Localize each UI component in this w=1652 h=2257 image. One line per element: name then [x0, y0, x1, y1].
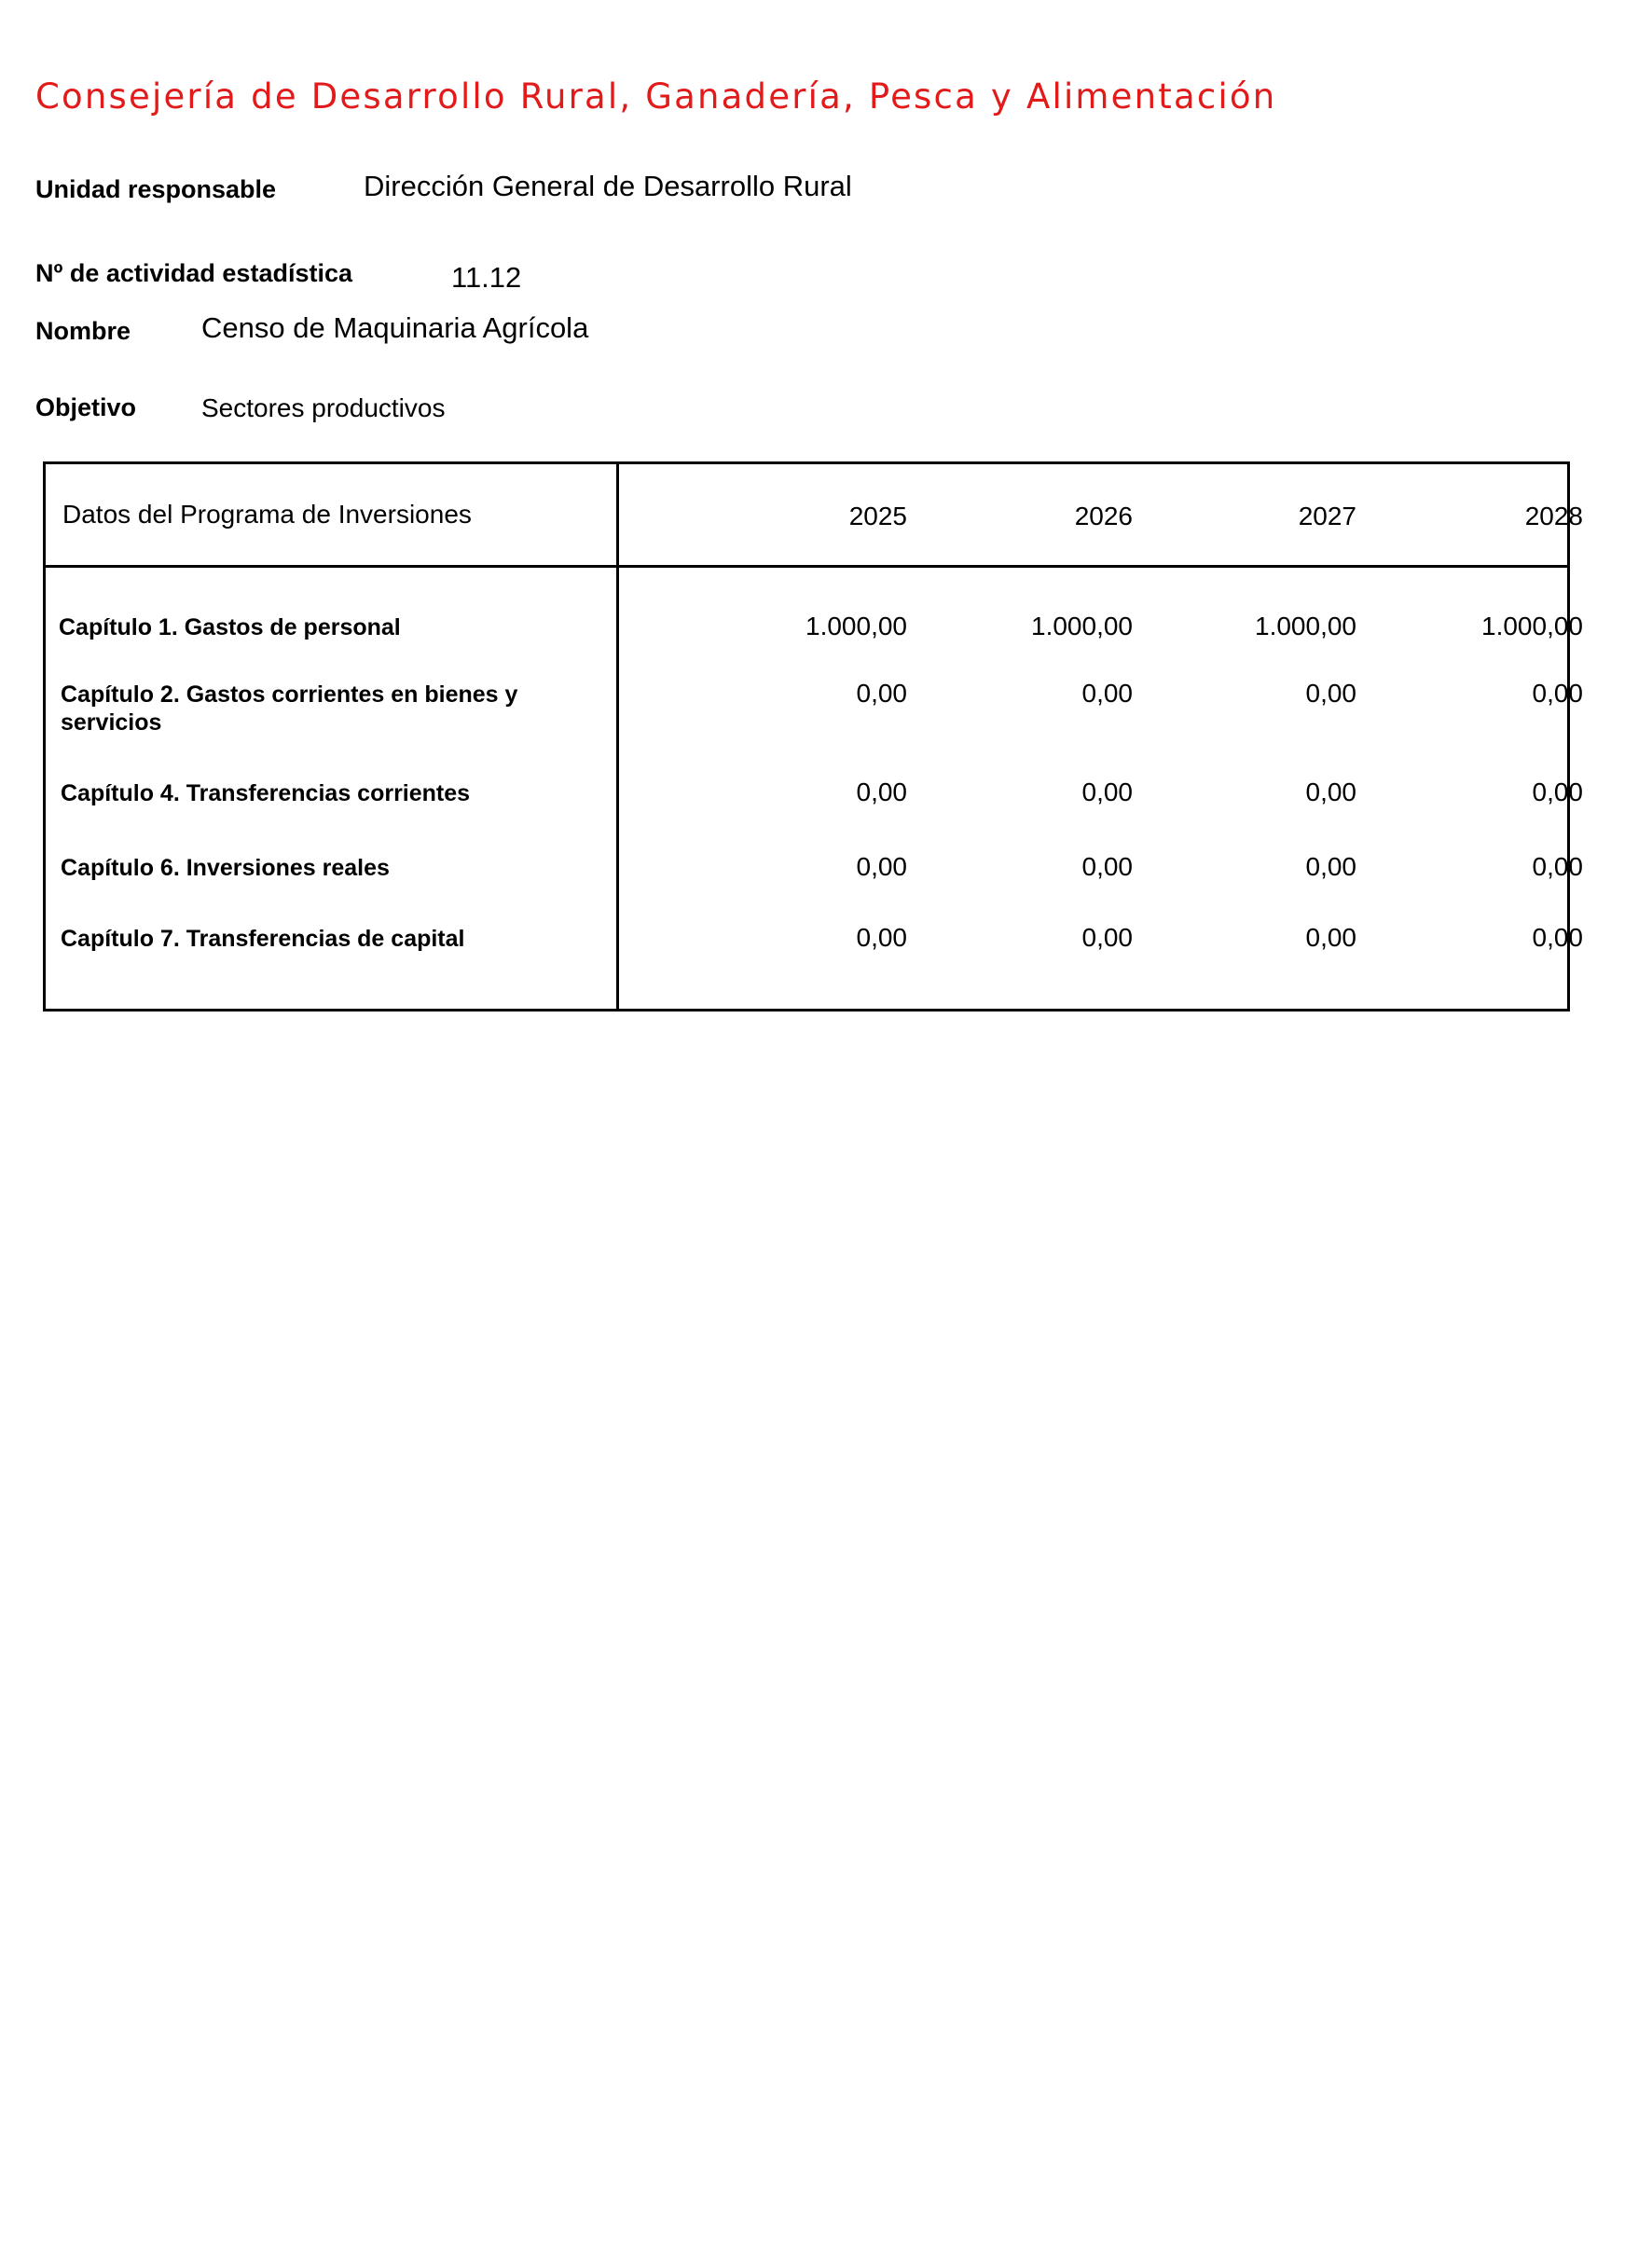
cell-capitulo-6-2025: 0,00	[856, 852, 907, 881]
row-label-capitulo-7: Capítulo 7. Transferencias de capital	[61, 926, 465, 952]
year-header-2028: 2028	[1524, 502, 1583, 530]
activity-number-value: 11.12	[451, 261, 522, 294]
cell-capitulo-7-2026: 0,00	[1081, 923, 1133, 952]
cell-capitulo-2-2028: 0,00	[1532, 679, 1583, 708]
unidad-responsable-label: Unidad responsable	[35, 175, 277, 203]
objetivo-label: Objetivo	[35, 393, 137, 421]
cell-capitulo-1-2027: 1.000,00	[1255, 612, 1356, 640]
cell-capitulo-1-2026: 1.000,00	[1031, 612, 1133, 640]
row-label-capitulo-2: Capítulo 2. Gastos corrientes en bienes y servicios	[61, 681, 518, 736]
cell-capitulo-1-2028: 1.000,00	[1481, 612, 1583, 640]
organization-title: Consejería de Desarrollo Rural, Ganadería, Pesca y Alimentación	[35, 76, 1277, 117]
cell-capitulo-4-2025: 0,00	[856, 778, 907, 806]
table-header-label: Datos del Programa de Inversiones	[62, 500, 472, 529]
cell-capitulo-2-2027: 0,00	[1305, 679, 1356, 708]
year-header-2026: 2026	[1074, 502, 1133, 530]
row-label-capitulo-6: Capítulo 6. Inversiones reales	[61, 855, 390, 881]
year-header-2025: 2025	[848, 502, 907, 530]
cell-capitulo-6-2027: 0,00	[1305, 852, 1356, 881]
investment-table	[43, 461, 1583, 1012]
column-divider	[616, 464, 619, 1009]
cell-capitulo-7-2028: 0,00	[1532, 923, 1583, 952]
cell-capitulo-4-2028: 0,00	[1532, 778, 1583, 806]
objetivo-value: Sectores productivos	[201, 393, 446, 422]
cell-capitulo-6-2026: 0,00	[1081, 852, 1133, 881]
activity-number-label: Nº de actividad estadística	[35, 259, 352, 287]
cell-capitulo-7-2027: 0,00	[1305, 923, 1356, 952]
cell-capitulo-1-2025: 1.000,00	[805, 612, 907, 640]
header-divider	[46, 565, 1567, 568]
cell-capitulo-2-2026: 0,00	[1081, 679, 1133, 708]
cell-capitulo-4-2027: 0,00	[1305, 778, 1356, 806]
year-header-2027: 2027	[1298, 502, 1356, 530]
cell-capitulo-4-2026: 0,00	[1081, 778, 1133, 806]
nombre-value: Censo de Maquinaria Agrícola	[201, 311, 589, 344]
nombre-label: Nombre	[35, 317, 131, 345]
unidad-responsable-value: Dirección General de Desarrollo Rural	[364, 170, 852, 202]
cell-capitulo-6-2028: 0,00	[1532, 852, 1583, 881]
row-label-capitulo-1: Capítulo 1. Gastos de personal	[59, 614, 401, 640]
cell-capitulo-7-2025: 0,00	[856, 923, 907, 952]
cell-capitulo-2-2025: 0,00	[856, 679, 907, 708]
row-label-capitulo-4: Capítulo 4. Transferencias corrientes	[61, 780, 471, 806]
